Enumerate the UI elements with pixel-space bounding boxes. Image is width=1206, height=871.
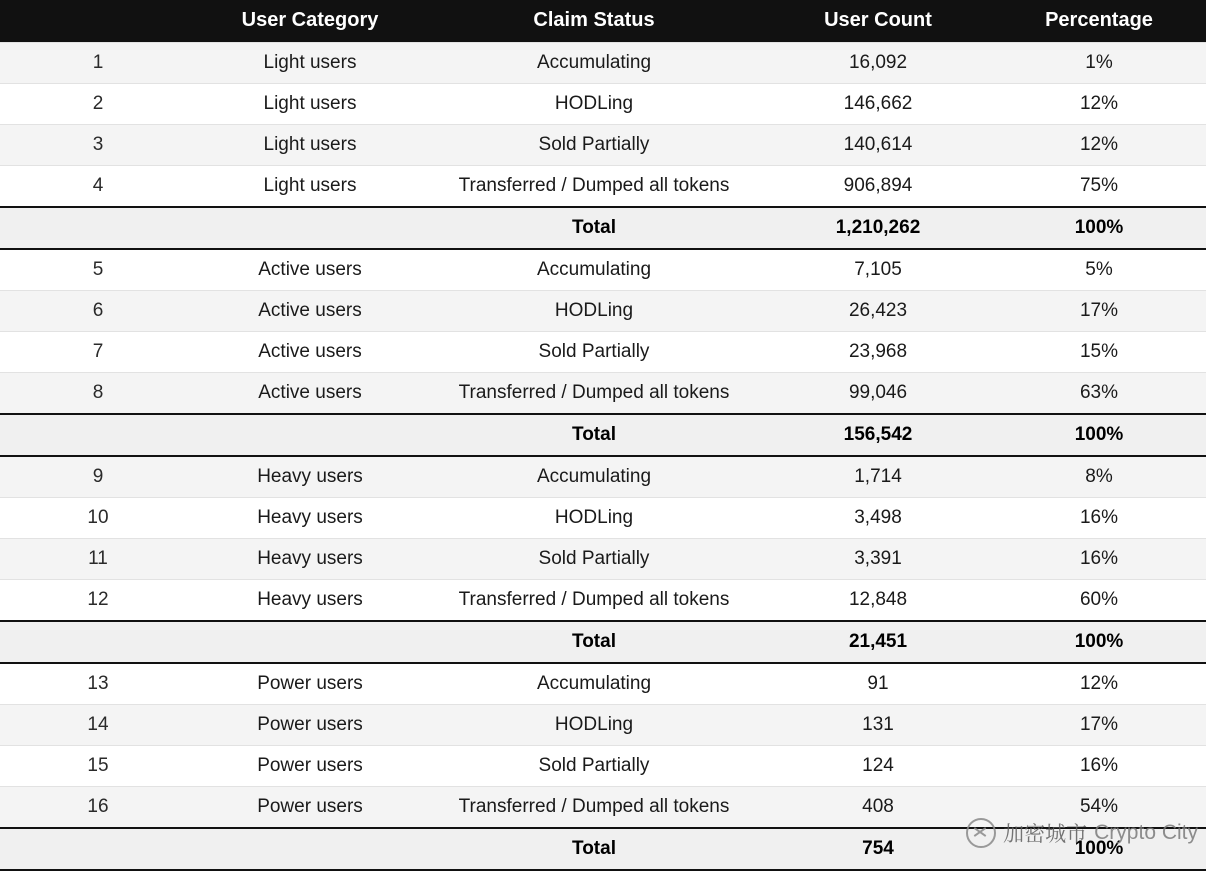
- cell-index: 4: [0, 166, 196, 208]
- cell-percentage: 12%: [992, 125, 1206, 166]
- table-row: [0, 166, 1206, 208]
- cell-user-count: 1,714: [764, 456, 992, 498]
- cell-index: 1: [0, 43, 196, 84]
- cell-status: Total: [424, 828, 764, 870]
- cell-index: [0, 414, 196, 456]
- cell-status: Accumulating: [424, 663, 764, 705]
- table-row: [0, 125, 1206, 166]
- table-total-row: [0, 414, 1206, 456]
- watermark-name-en: Crypto City: [1094, 821, 1198, 844]
- cell-user-count: 16,092: [764, 43, 992, 84]
- cell-percentage: 15%: [992, 332, 1206, 373]
- cell-category: Heavy users: [196, 539, 424, 580]
- cell-percentage: 16%: [992, 539, 1206, 580]
- cell-category: Light users: [196, 43, 424, 84]
- cell-user-count: 906,894: [764, 166, 992, 208]
- table-row: [0, 332, 1206, 373]
- cell-status: Accumulating: [424, 43, 764, 84]
- table-header-row: [0, 0, 1206, 43]
- cell-status: Total: [424, 207, 764, 249]
- cell-percentage: 100%: [992, 828, 1206, 870]
- cell-category: [196, 828, 424, 870]
- cell-index: 6: [0, 291, 196, 332]
- cell-index: [0, 207, 196, 249]
- cell-status: HODLing: [424, 84, 764, 125]
- cell-percentage: 63%: [992, 373, 1206, 415]
- column-header-status: Claim Status: [424, 0, 764, 43]
- cell-status: Accumulating: [424, 456, 764, 498]
- cell-percentage: 8%: [992, 456, 1206, 498]
- cell-category: Heavy users: [196, 498, 424, 539]
- cell-index: 13: [0, 663, 196, 705]
- table-row: [0, 663, 1206, 705]
- column-header-percentage: Percentage: [992, 0, 1206, 43]
- table-total-row: [0, 621, 1206, 663]
- table-row: [0, 746, 1206, 787]
- cell-status: Accumulating: [424, 249, 764, 291]
- cell-index: [0, 621, 196, 663]
- cell-percentage: 100%: [992, 621, 1206, 663]
- cell-category: [196, 207, 424, 249]
- cell-status: Transferred / Dumped all tokens: [424, 580, 764, 622]
- cell-category: Light users: [196, 166, 424, 208]
- cell-category: Active users: [196, 249, 424, 291]
- cell-status: Sold Partially: [424, 125, 764, 166]
- cell-percentage: 17%: [992, 291, 1206, 332]
- table-total-row: [0, 207, 1206, 249]
- cell-status: Sold Partially: [424, 332, 764, 373]
- cell-category: Power users: [196, 787, 424, 829]
- cell-index: 10: [0, 498, 196, 539]
- cell-index: 3: [0, 125, 196, 166]
- cell-index: 16: [0, 787, 196, 829]
- cell-user-count: 7,105: [764, 249, 992, 291]
- cell-user-count: 140,614: [764, 125, 992, 166]
- cell-index: 7: [0, 332, 196, 373]
- column-header-index: [0, 0, 196, 43]
- table-row: [0, 84, 1206, 125]
- table-row: [0, 291, 1206, 332]
- table-body: [0, 43, 1206, 871]
- cell-index: 14: [0, 705, 196, 746]
- cell-status: HODLing: [424, 705, 764, 746]
- table-row: [0, 705, 1206, 746]
- cell-user-count: 1,210,262: [764, 207, 992, 249]
- cell-status: Sold Partially: [424, 746, 764, 787]
- cell-category: [196, 621, 424, 663]
- cell-status: Transferred / Dumped all tokens: [424, 787, 764, 829]
- cell-index: 12: [0, 580, 196, 622]
- cell-percentage: 100%: [992, 414, 1206, 456]
- cell-status: Transferred / Dumped all tokens: [424, 373, 764, 415]
- watermark-name-cn: 加密城市: [1003, 823, 1088, 846]
- cell-status: Transferred / Dumped all tokens: [424, 166, 764, 208]
- table-row: [0, 787, 1206, 829]
- cell-category: Active users: [196, 332, 424, 373]
- cell-percentage: 5%: [992, 249, 1206, 291]
- cell-user-count: 21,451: [764, 621, 992, 663]
- table-row: [0, 249, 1206, 291]
- cell-category: Power users: [196, 705, 424, 746]
- cell-user-count: 408: [764, 787, 992, 829]
- cell-index: 5: [0, 249, 196, 291]
- cell-user-count: 124: [764, 746, 992, 787]
- cell-category: Active users: [196, 291, 424, 332]
- cell-percentage: 1%: [992, 43, 1206, 84]
- cell-index: [0, 828, 196, 870]
- cell-index: 11: [0, 539, 196, 580]
- table-row: [0, 580, 1206, 622]
- table-row: [0, 498, 1206, 539]
- cell-status: Total: [424, 621, 764, 663]
- cell-category: Active users: [196, 373, 424, 415]
- cell-category: Power users: [196, 746, 424, 787]
- table-row: [0, 539, 1206, 580]
- cell-percentage: 16%: [992, 498, 1206, 539]
- cell-status: HODLing: [424, 291, 764, 332]
- cell-percentage: 12%: [992, 84, 1206, 125]
- cell-index: 2: [0, 84, 196, 125]
- table-row: [0, 373, 1206, 415]
- table-header: [0, 0, 1206, 43]
- cell-user-count: 26,423: [764, 291, 992, 332]
- cell-status: HODLing: [424, 498, 764, 539]
- cell-index: 9: [0, 456, 196, 498]
- cell-percentage: 75%: [992, 166, 1206, 208]
- cell-user-count: 3,391: [764, 539, 992, 580]
- cell-user-count: 754: [764, 828, 992, 870]
- cell-user-count: 131: [764, 705, 992, 746]
- cell-category: Heavy users: [196, 456, 424, 498]
- cell-index: 8: [0, 373, 196, 415]
- cell-index: 15: [0, 746, 196, 787]
- cell-category: Heavy users: [196, 580, 424, 622]
- cell-user-count: 12,848: [764, 580, 992, 622]
- cell-category: [196, 414, 424, 456]
- cell-status: Sold Partially: [424, 539, 764, 580]
- cell-user-count: 23,968: [764, 332, 992, 373]
- cell-percentage: 16%: [992, 746, 1206, 787]
- cell-user-count: 156,542: [764, 414, 992, 456]
- cell-user-count: 99,046: [764, 373, 992, 415]
- cell-percentage: 12%: [992, 663, 1206, 705]
- column-header-category: User Category: [196, 0, 424, 43]
- cell-category: Power users: [196, 663, 424, 705]
- cell-category: Light users: [196, 84, 424, 125]
- cell-percentage: 54%: [992, 787, 1206, 829]
- cell-user-count: 146,662: [764, 84, 992, 125]
- table-total-row: [0, 828, 1206, 870]
- cell-status: Total: [424, 414, 764, 456]
- cell-user-count: 3,498: [764, 498, 992, 539]
- cell-category: Light users: [196, 125, 424, 166]
- column-header-user-count: User Count: [764, 0, 992, 43]
- cell-percentage: 60%: [992, 580, 1206, 622]
- cell-user-count: 91: [764, 663, 992, 705]
- table-row: [0, 43, 1206, 84]
- cell-percentage: 17%: [992, 705, 1206, 746]
- cell-percentage: 100%: [992, 207, 1206, 249]
- table-row: [0, 456, 1206, 498]
